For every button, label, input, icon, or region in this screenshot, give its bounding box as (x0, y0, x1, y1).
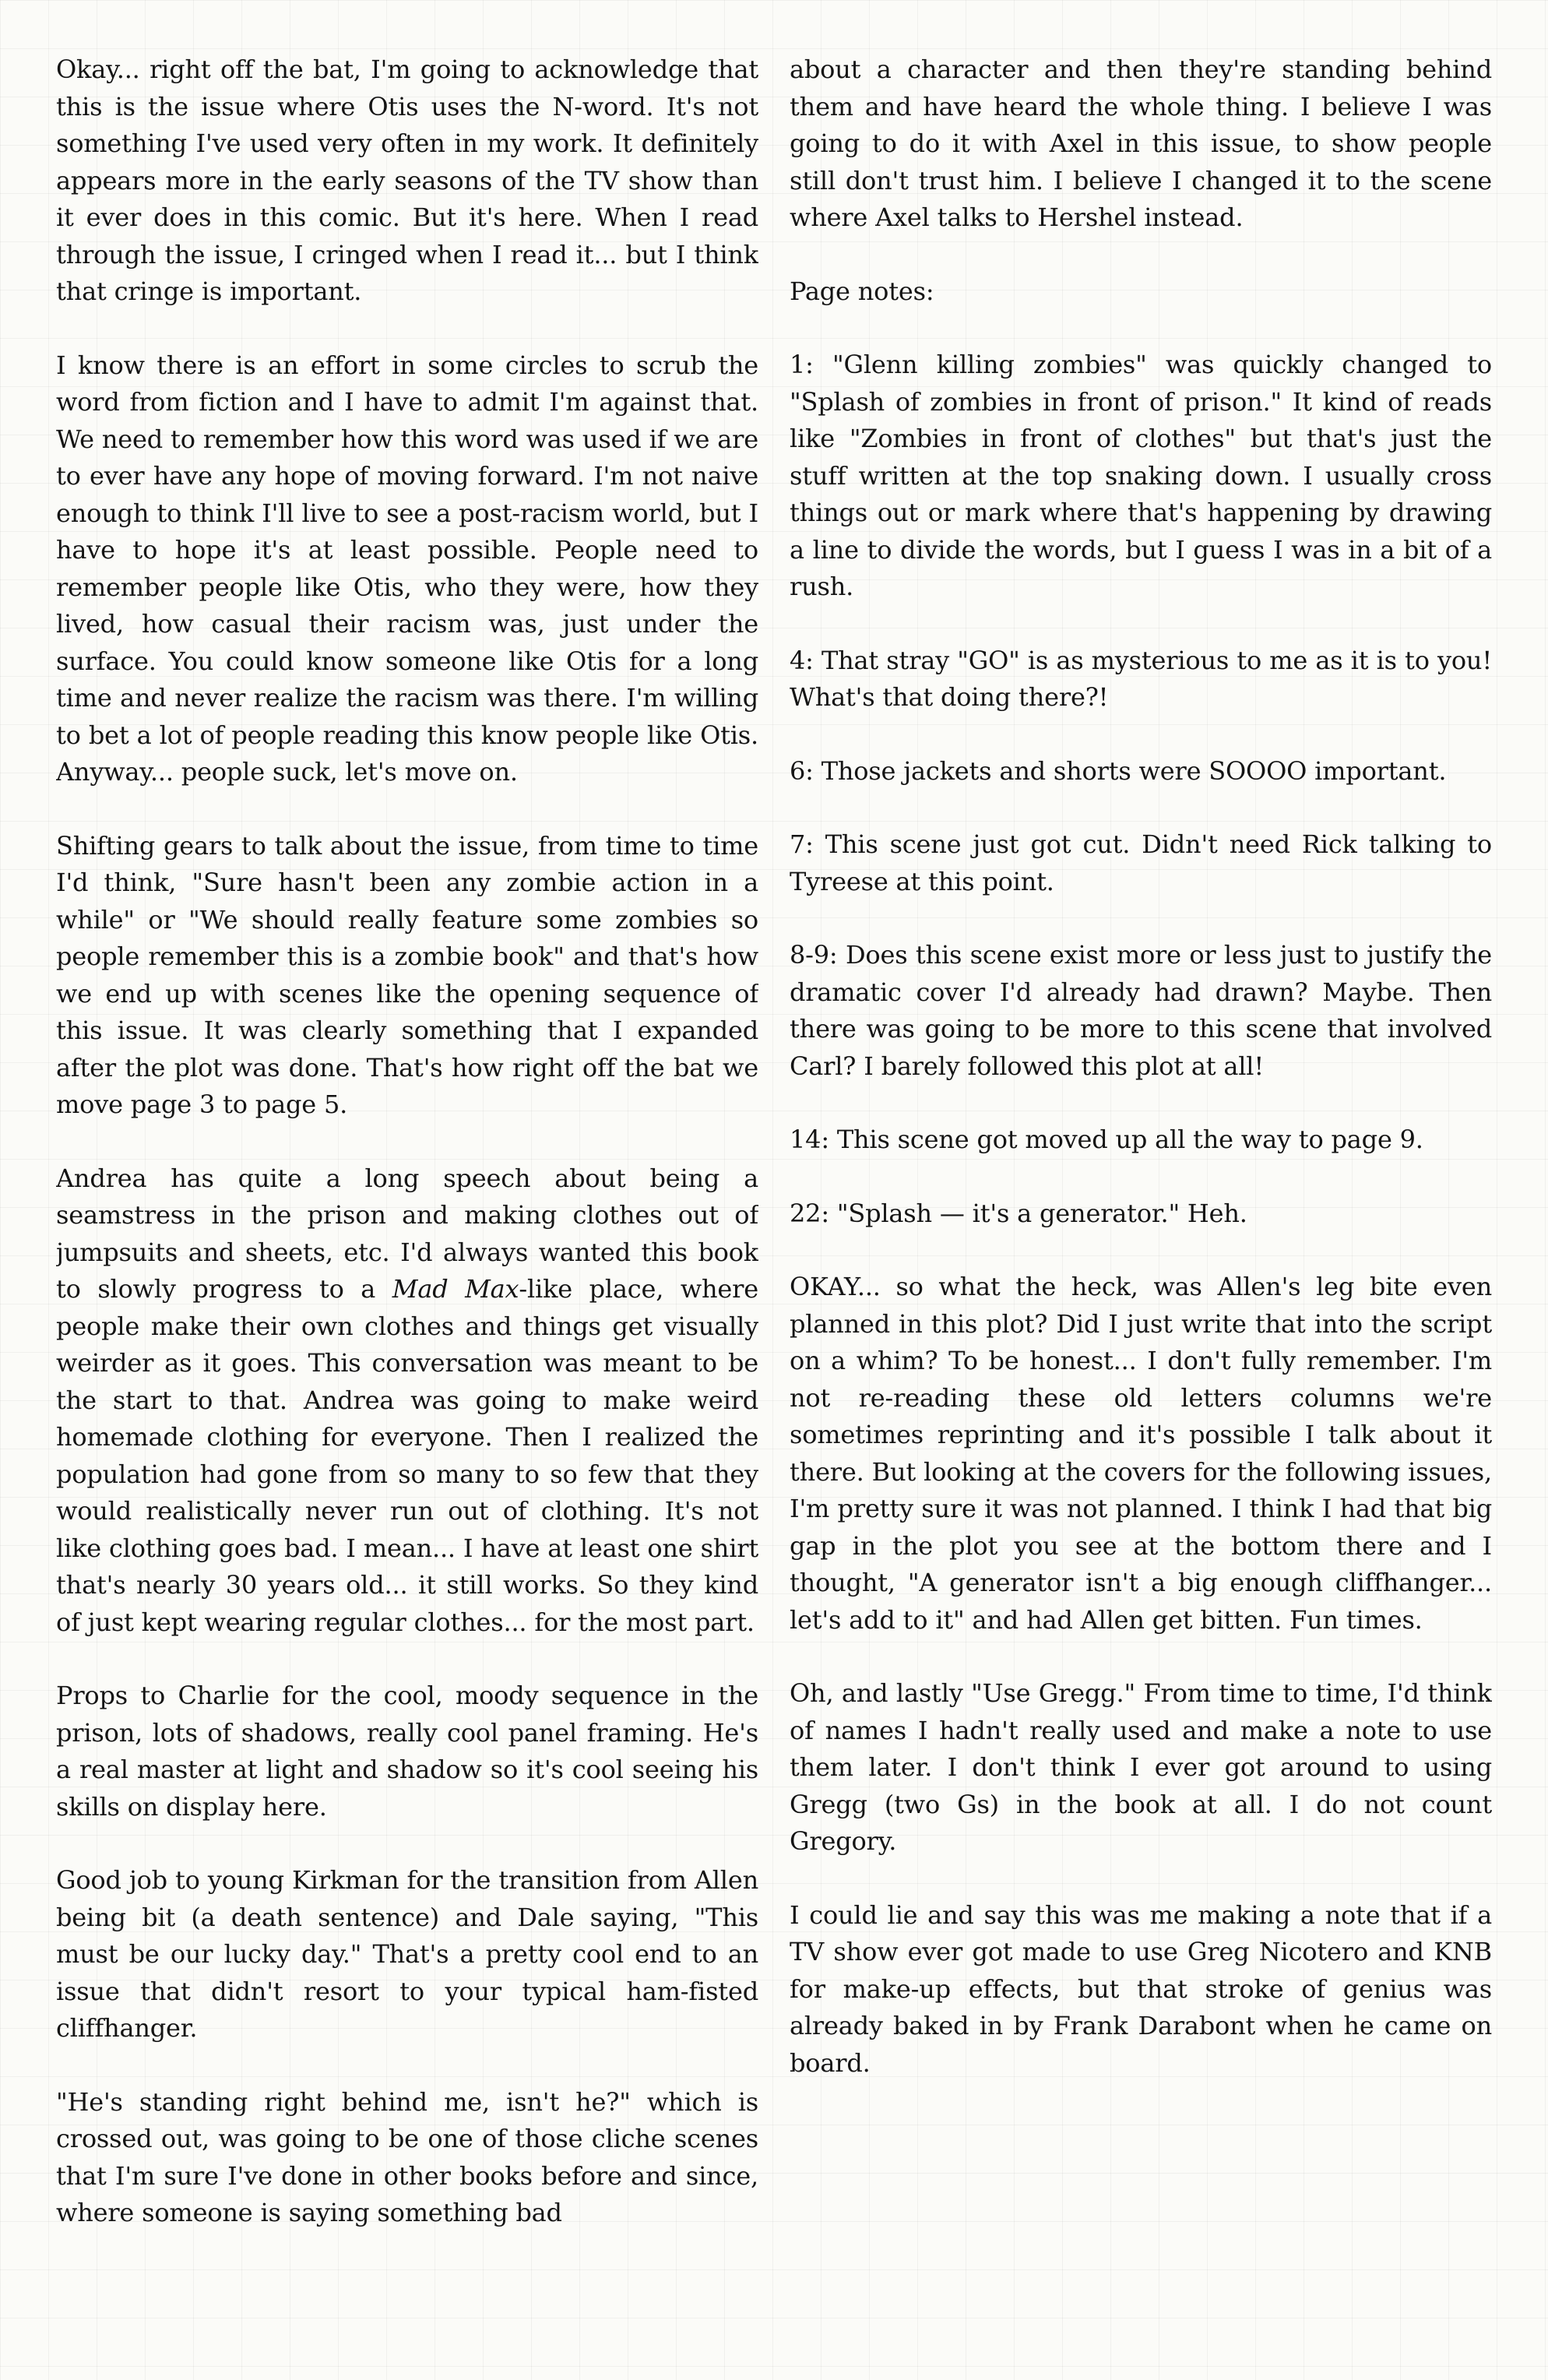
paragraph-young-kirkman: Good job to young Kirkman for the transition from Allen being bit (a death sentence) and Dale saying, "This must be our lucky day." That's a pretty cool end to an issue that didn't resort to your typical ham-fisted cliffhanger. (56, 1865, 758, 2043)
paragraph-scrub-word: I know there is an effort in some circles to scrub the word from fiction and I have to admit I'm against that. We need to remember how this word was used if we are to ever have any hope of moving forward. I'm not naive enough to think I'll live to see a post-racism world, but I have to hope it's at least possible. People need to remember people like Otis, who they were, how they lived, how casual their racism was, just under the surface. You could know someone like Otis for a long time and never realize the racism was there. I'm willing to bet a lot of people reading this know people like Otis. Anyway... people suck, let's move on. (56, 350, 758, 787)
right-column (790, 51, 1492, 2349)
page-notes-heading: Page notes: (790, 276, 934, 306)
letters-page (56, 51, 1492, 2349)
paragraph-zombie-action: Shifting gears to talk about the issue, from time to time I'd think, "Sure hasn't been any zombie action in a while" or "We should really feature some zombies so people remember this is a zombie book" and that's how we end up with scenes like the opening sequence of this issue. It was clearly something that I expanded after the plot was done. That's how right off the bat we move page 3 to page 5. (56, 830, 758, 1119)
andrea-text-start: Andrea has quite a long speech about being a seamstress in the prison and making clothes out of jumpsuits and sheets, etc. I'd always wanted this book to slowly progress to a (56, 1163, 758, 1304)
paragraph-axel: about a character and then they're standing behind them and have heard the whole thing. I believe I was going to do it with Axel in this issue, to show people still don't trust him. I believe I changed it to the scene where Axel talks to Hershel instead. (790, 55, 1492, 232)
note-page-1: 1: "Glenn killing zombies" was quickly changed to "Splash of zombies in front of prison." It kind of reads like "Zombies in front of clothes" but that's just the stuff written at the top snaking down. I usually cross things out or mark where that's happening by drawing a line to divide the words, but I guess I was in a bit of a rush. (790, 350, 1492, 601)
left-column (56, 51, 758, 2349)
note-page-4: 4: That stray "GO" is as mysterious to me as it is to you! What's that doing there?! (790, 645, 1492, 712)
note-page-7: 7: This scene just got cut. Didn't need Rick talking to Tyreese at this point. (790, 829, 1492, 896)
andrea-text-end: -like place, where people make their own clothes and things get visually weirder as it goes. This conversation was meant to be the start to that. Andrea was going to make weird homemade clothing for everyone. Then I realized the population had gone from so many to so few that they would realistically never run out of clothing. It's not like clothing goes bad. I mean... I have at least one shirt that's nearly 30 years old... it still works. So they kind of just kept wearing regular clothes... for the most part. (56, 1274, 758, 1637)
paragraph-andrea-seamstress (56, 1160, 758, 1642)
note-page-8-9: 8-9: Does this scene exist more or less just to justify the dramatic cover I'd already had drawn? Maybe. Then there was going to be more to this scene that involved Carl? I barely followed this plot at all! (790, 940, 1492, 1081)
paragraph-standing-behind: "He's standing right behind me, isn't he?" which is crossed out, was going to be one of those cliche scenes that I'm sure I've done in other books before and since, where someone is saying something bad (56, 2086, 758, 2227)
paragraph-allen-leg-bite: OKAY... so what the heck, was Allen's leg bite even planned in this plot? Did I just write that into the script on a whim? To be honest... I don't fully remember. I'm not re-reading these old letters columns we're sometimes reprinting and it's possible I talk about it there. But looking at the covers for the following issues, I'm pretty sure it was not planned. I think I had that big gap in the plot you see at the bottom there and I thought, "A generator isn't a big enough cliffhanger... let's add to it" and had Allen get bitten. Fun times. (790, 1272, 1492, 1635)
paragraph-use-gregg: Oh, and lastly "Use Gregg." From time to time, I'd think of names I hadn't really used and make a note to use them later. I don't think I ever got around to using Gregg (two Gs) in the book at all. I do not count Gregory. (790, 1678, 1492, 1856)
note-page-22: 22: "Splash — it's a generator." Heh. (790, 1198, 1247, 1228)
paragraph-charlie-props: Props to Charlie for the cool, moody sequence in the prison, lots of shadows, really cool panel framing. He's a real master at light and shadow so it's cool seeing his skills on display here. (56, 1681, 758, 1822)
paragraph-greg-nicotero: I could lie and say this was me making a note that if a TV show ever got made to use Greg Nicotero and KNB for make-up effects, but that stroke of genius was already baked in by Frank Darabont when he came on board. (790, 1899, 1492, 2078)
note-page-6: 6: Those jackets and shorts were SOOOO important. (790, 755, 1447, 786)
mad-max-title: Mad Max (392, 1274, 519, 1304)
paragraph-nword: Okay... right off the bat, I'm going to acknowledge that this is the issue where Otis uses the N-word. It's not something I've used very often in my work. It definitely appears more in the early seasons of the TV show than it ever does in this comic. But it's here. When I read through the issue, I cringed when I read it... but I think that cringe is important. (56, 55, 758, 306)
note-page-14: 14: This scene got moved up all the way to page 9. (790, 1125, 1423, 1154)
